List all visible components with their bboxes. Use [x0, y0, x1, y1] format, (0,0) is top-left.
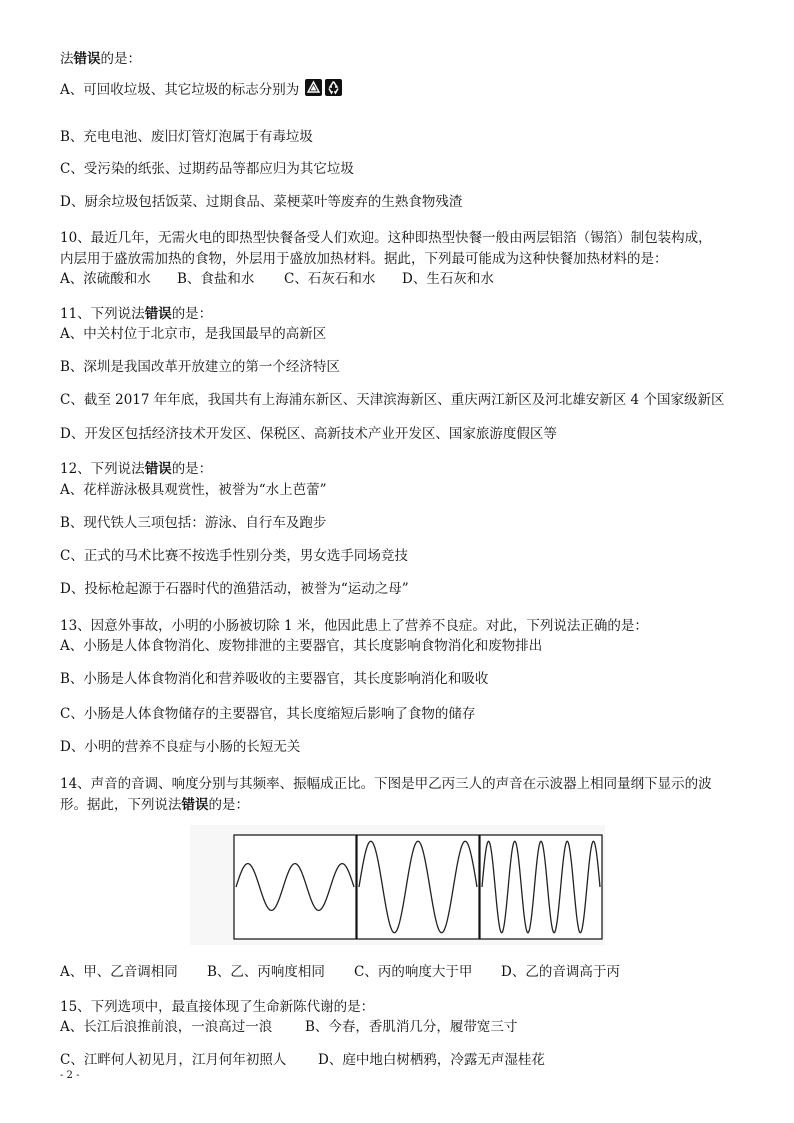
q11-option-c: C、截至 2017 年年底，我国共有上海浦东新区、天津滨海新区、重庆两江新区及河北雄安新区 4 个国家级新区 [60, 392, 725, 408]
q9-option-a: A、可回收垃圾、其它垃圾的标志分别为 [60, 82, 300, 98]
q14-stem-line2 [60, 796, 249, 814]
q10-stem-line1: 10、最近几年，无需火电的即热型快餐备受人们欢迎。这种即热型快餐一般由两层铝箔（锡箔）制包装构成， [60, 230, 712, 246]
wave-panel-bing-frame [480, 835, 602, 939]
q14-stem-bold: 错误 [181, 797, 209, 813]
q9-option-b: B、充电电池、废旧灯管灯泡属于有毒垃圾 [60, 129, 313, 145]
q11-option-b: B、深圳是我国改革开放建立的第一个经济特区 [60, 359, 340, 375]
q9-option-d: D、厨余垃圾包括饭菜、过期食品、菜梗菜叶等废弃的生熟食物残渣 [60, 194, 463, 210]
q12-stem-pre: 12、下列说法 [60, 461, 145, 477]
q14-option-a: A、甲、乙音调相同 [60, 964, 178, 980]
q14-stem-post: 的是： [208, 797, 249, 813]
q9-bold-text: 错误 [73, 51, 101, 67]
q15-option-d: D、庭中地白树栖鸦，冷露无声湿桂花 [318, 1052, 545, 1068]
q12-option-a: A、花样游泳极具观赏性，被誉为“水上芭蕾” [60, 482, 327, 498]
q11-option-a: A、中关村位于北京市，是我国最早的高新区 [60, 326, 327, 342]
q15-option-b: B、今春，香肌消几分，履带宽三寸 [305, 1019, 518, 1035]
wave-panel-jia-frame [234, 835, 356, 939]
q15-option-a: A、长江后浪推前浪，一浪高过一浪 [60, 1019, 273, 1035]
q11-stem [60, 305, 212, 323]
q14-option-b: B、乙、丙响度相同 [207, 964, 325, 980]
q14-option-d: D、乙的音调高于丙 [501, 964, 620, 980]
q14-option-c: C、丙的响度大于甲 [354, 964, 473, 980]
q15-options-row2 [60, 1051, 545, 1069]
q9-option-c: C、受污染的纸张、过期药品等都应归为其它垃圾 [60, 161, 354, 177]
oscilloscope-waveform-figure [190, 825, 605, 945]
q11-stem-pre: 11、下列说法 [60, 306, 145, 322]
q13-option-b: B、小肠是人体食物消化和营养吸收的主要器官，其长度影响消化和吸收 [60, 671, 489, 687]
q12-stem-post: 的是： [171, 461, 213, 477]
q12-option-d: D、投标枪起源于石器时代的渔猎活动，被誉为“运动之母” [60, 581, 409, 597]
q9-tail-text: 法 [60, 51, 74, 67]
q10-stem-line2: 内层用于盛放需加热的食物，外层用于盛放加热材料。据此，下列最可能成为这种快餐加热材料的是： [60, 251, 668, 267]
other-waste-recycle-icon [325, 79, 342, 96]
q10-option-d: D、生石灰和水 [402, 271, 494, 287]
q13-option-a: A、小肠是人体食物消化、废物排泄的主要器官，其长度影响食物消化和废物排出 [60, 638, 543, 654]
q13-option-c: C、小肠是人体食物储存的主要器官，其长度缩短后影响了食物的储存 [60, 706, 476, 722]
q13-option-d: D、小明的营养不良症与小肠的长短无关 [60, 739, 301, 755]
q14-options [60, 963, 620, 981]
q9-stem-tail [60, 50, 141, 68]
q15-stem: 15、下列选项中，最直接体现了生命新陈代谢的是： [60, 999, 375, 1015]
q14-stem-pre: 形。据此，下列说法 [60, 797, 182, 813]
recycle-triangle-icon [305, 79, 322, 96]
q10-option-c: C、石灰石和水 [284, 271, 376, 287]
q15-option-c: C、江畔何人初见月，江月何年初照人 [60, 1052, 287, 1068]
q11-stem-post: 的是： [171, 306, 213, 322]
q14-stem-line1: 14、声音的音调、响度分别与其频率、振幅成正比。下图是甲乙丙三人的声音在示波器上相同量纲下显示的波 [60, 776, 712, 792]
q11-stem-bold: 错误 [144, 306, 172, 322]
q12-stem-bold: 错误 [144, 461, 172, 477]
q15-options-row1 [60, 1018, 517, 1036]
q13-stem: 13、因意外事故，小明的小肠被切除 1 米，他因此患上了营养不良症。对此，下列说法正确的是： [60, 618, 648, 634]
q10-options [60, 270, 494, 288]
q12-stem [60, 460, 212, 478]
q12-option-c: C、正式的马术比赛不按选手性别分类，男女选手同场竞技 [60, 548, 408, 564]
q9-tail2-text: 的是： [100, 51, 141, 67]
page-number: - 2 - [60, 1070, 80, 1081]
q10-option-a: A、浓硫酸和水 [60, 271, 151, 287]
q10-option-b: B、食盐和水 [177, 271, 255, 287]
q11-option-d: D、开发区包括经济技术开发区、保税区、高新技术产业开发区、国家旅游度假区等 [60, 426, 557, 442]
q12-option-b: B、现代铁人三项包括：游泳、自行车及跑步 [60, 515, 327, 531]
